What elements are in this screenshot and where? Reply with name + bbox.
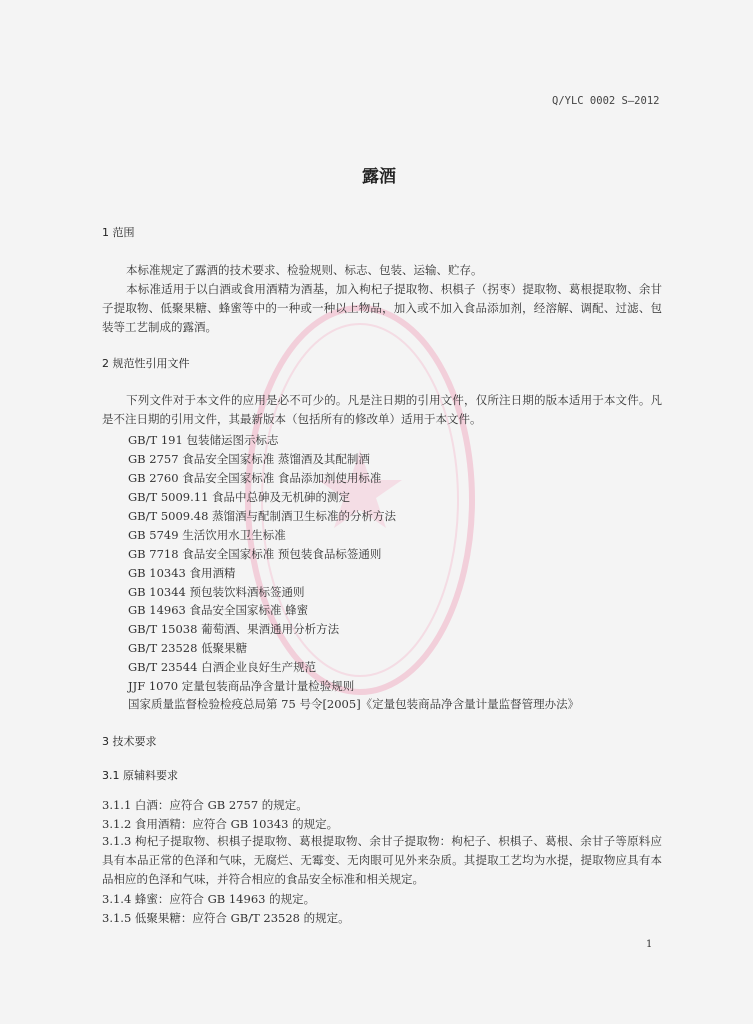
reference-item: GB 2757 食品安全国家标准 蒸馏酒及其配制酒 [128,452,370,466]
clause-3-1-2: 3.1.2 食用酒精：应符合 GB 10343 的规定。 [102,817,339,831]
reference-item: GB 7718 食品安全国家标准 预包装食品标签通则 [128,547,382,561]
reference-item: GB 2760 食品安全国家标准 食品添加剂使用标准 [128,471,382,485]
section-3-1-heading: 3.1 原辅料要求 [102,769,178,782]
clause-3-1-1: 3.1.1 白酒：应符合 GB 2757 的规定。 [102,798,308,812]
reference-item: 国家质量监督检验检疫总局第 75 号令[2005]《定量包装商品净含量计量监督管理办法》 [128,697,580,711]
reference-item: JJF 1070 定量包装商品净含量计量检验规则 [128,679,355,693]
reference-item: GB/T 23528 低聚果糖 [128,641,248,655]
reference-item: GB/T 23544 白酒企业良好生产规范 [128,660,317,674]
reference-item: GB 14963 食品安全国家标准 蜂蜜 [128,603,309,617]
section-2-para [102,391,662,429]
reference-item: GB 10343 食用酒精 [128,566,236,580]
section-1-para-2-text: 本标准适用于以白酒或食用酒精为酒基，加入枸杞子提取物、枳椇子（拐枣）提取物、葛根提取物、余甘子提取物、低聚果糖、蜂蜜等中的一种或一种以上物品，加入或不加入食品添加剂，经溶解、调配、过滤、包装等工艺制成的露酒。 [102,282,662,334]
section-2-heading: 2 规范性引用文件 [102,357,190,370]
reference-item: GB 5749 生活饮用水卫生标准 [128,528,286,542]
section-1-para-1 [102,261,662,280]
reference-item: GB 10344 预包装饮料酒标签通则 [128,585,305,599]
reference-item: GB/T 15038 葡萄酒、果酒通用分析方法 [128,622,340,636]
clause-3-1-5: 3.1.5 低聚果糖：应符合 GB/T 23528 的规定。 [102,911,350,925]
section-3-heading: 3 技术要求 [102,735,157,748]
reference-item: GB/T 5009.11 食品中总砷及无机砷的测定 [128,490,351,504]
clause-3-1-4: 3.1.4 蜂蜜：应符合 GB 14963 的规定。 [102,892,316,906]
section-1-para-2 [102,280,662,337]
section-1-para-1-text: 本标准规定了露酒的技术要求、检验规则、标志、包装、运输、贮存。 [126,263,483,277]
clause-3-1-3: 3.1.3 枸杞子提取物、枳椇子提取物、葛根提取物、余甘子提取物：枸杞子、枳椇子、葛根、余甘子等原料应具有本品正常的色泽和气味，无腐烂、无霉变、无肉眼可见外来杂质。其提取工艺均为水提，提取物应具有本品相应的色泽和气味，并符合相应的食品安全标准和相关规定。 [102,834,662,886]
document-number: Q/YLC 0002 S—2012 [552,95,660,107]
document-title: 露酒 [362,167,396,187]
section-1-heading: 1 范围 [102,226,135,239]
reference-item: GB/T 5009.48 蒸馏酒与配制酒卫生标准的分析方法 [128,509,397,523]
section-2-para-text: 下列文件对于本文件的应用是必不可少的。凡是注日期的引用文件，仅所注日期的版本适用于本文件。凡是不注日期的引用文件，其最新版本（包括所有的修改单）适用于本文件。 [102,393,662,426]
page-number: 1 [646,939,653,950]
reference-item: GB/T 191 包装储运图示标志 [128,433,279,447]
